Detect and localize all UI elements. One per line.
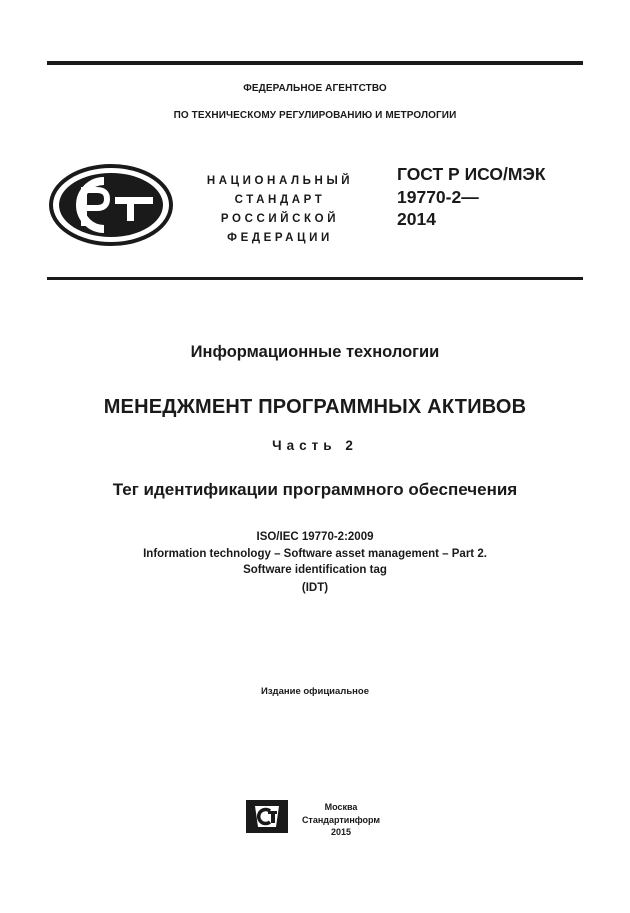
designation-line-2: 19770-2—	[397, 186, 479, 207]
standard-type-line-2: СТАНДАРТ	[234, 194, 326, 206]
standard-type-line-3: РОССИЙСКОЙ	[220, 213, 340, 225]
publisher-city: Москва	[324, 802, 358, 812]
document-subtitle: Информационные технологии	[190, 343, 440, 361]
publisher-name: Стандартинформ	[301, 814, 381, 825]
iso-title-line-2: Software identification tag	[243, 564, 387, 576]
iso-title-line-1: Information technology – Software asset management – Part 2.	[143, 547, 487, 560]
standartinform-logo-icon	[246, 800, 288, 833]
standard-type-line-1: НАЦИОНАЛЬНЫЙ	[206, 175, 354, 187]
edition-label: Издание официальное	[261, 686, 369, 697]
part-label: Часть 2	[272, 438, 358, 453]
equivalence-mark: (IDT)	[301, 582, 329, 594]
standard-type-line-4: ФЕДЕРАЦИИ	[227, 232, 333, 244]
standard-type	[190, 172, 370, 248]
publisher-info	[296, 801, 386, 839]
agency-line-2: ПО ТЕХНИЧЕСКОМУ РЕГУЛИРОВАНИЮ И МЕТРОЛОГИИ	[173, 110, 457, 121]
rst-certification-logo-icon	[49, 164, 173, 246]
top-rule	[47, 61, 583, 65]
document-title: МЕНЕДЖМЕНТ ПРОГРАММНЫХ АКТИВОВ	[103, 396, 527, 418]
standard-designation	[397, 163, 546, 231]
publication-year: 2015	[330, 827, 352, 837]
designation-line-1: ГОСТ Р ИСО/МЭК	[397, 164, 546, 184]
iso-code: ISO/IEC 19770-2:2009	[256, 531, 374, 543]
agency-line-1: ФЕДЕРАЛЬНОЕ АГЕНТСТВО	[243, 83, 387, 94]
international-reference	[0, 529, 630, 579]
middle-rule	[47, 277, 583, 280]
designation-line-3: 2014	[397, 209, 436, 229]
part-title: Тег идентификации программного обеспечения	[112, 480, 518, 499]
